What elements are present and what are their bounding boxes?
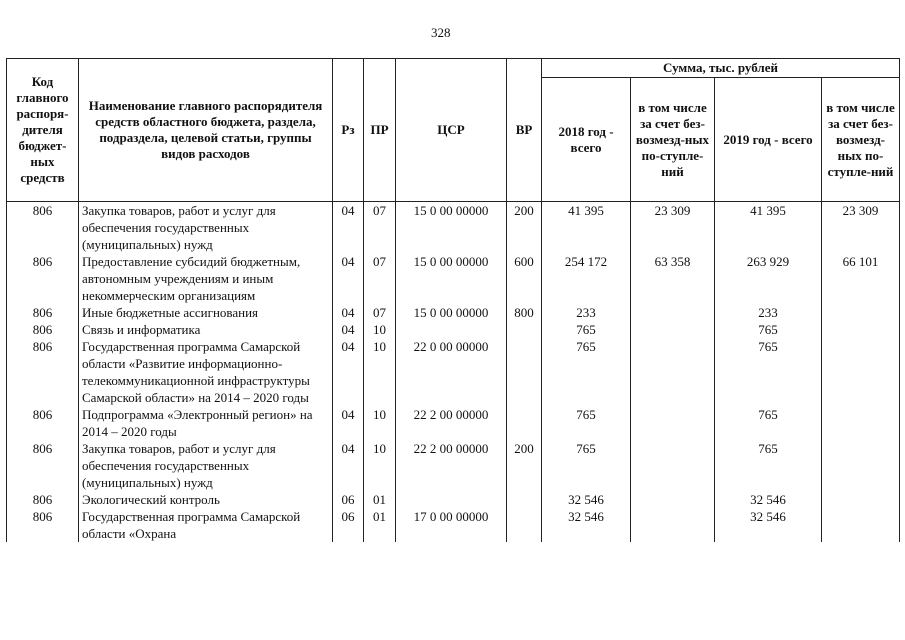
cell-2019-free (822, 508, 900, 542)
cell-rz: 04 (333, 321, 364, 338)
cell-name: Предоставление субсидий бюджетным, автономным учреждениям и иным некоммерческим организациям (79, 253, 333, 304)
cell-2019-free (822, 440, 900, 491)
cell-2019-free (822, 406, 900, 440)
cell-2019-free (822, 304, 900, 321)
cell-name: Закупка товаров, работ и услуг для обеспечения государственных (муниципальных) нужд (79, 202, 333, 254)
cell-pr: 10 (364, 321, 396, 338)
cell-2019-total: 41 395 (715, 202, 822, 254)
cell-2018-total: 765 (542, 440, 631, 491)
table-row (7, 406, 900, 440)
header-name: Наименование главного распорядителя средств областного бюджета, раздела, подраздела, целевой статьи, группы видов расходов (79, 59, 333, 202)
cell-2018-free: 23 309 (631, 202, 715, 254)
cell-2018-total: 32 546 (542, 508, 631, 542)
cell-code: 806 (7, 406, 79, 440)
cell-vr (507, 406, 542, 440)
header-vr: ВР (507, 59, 542, 202)
cell-2018-free (631, 321, 715, 338)
cell-vr: 800 (507, 304, 542, 321)
cell-code: 806 (7, 440, 79, 491)
cell-name: Государственная программа Самарской области «Охрана (79, 508, 333, 542)
cell-2019-total: 765 (715, 440, 822, 491)
table-body (7, 202, 900, 543)
cell-csr (396, 491, 507, 508)
cell-name: Иные бюджетные ассигнования (79, 304, 333, 321)
cell-name: Подпрограмма «Электронный регион» на 2014 – 2020 годы (79, 406, 333, 440)
cell-rz: 04 (333, 406, 364, 440)
cell-2019-free (822, 491, 900, 508)
cell-code: 806 (7, 491, 79, 508)
cell-2018-free (631, 508, 715, 542)
table-row (7, 253, 900, 304)
cell-2018-total: 765 (542, 338, 631, 406)
cell-code: 806 (7, 202, 79, 254)
cell-code: 806 (7, 253, 79, 304)
cell-vr (507, 508, 542, 542)
cell-csr: 22 2 00 00000 (396, 406, 507, 440)
cell-2019-free (822, 338, 900, 406)
cell-rz: 04 (333, 202, 364, 254)
table-row (7, 338, 900, 406)
cell-rz: 04 (333, 440, 364, 491)
cell-code: 806 (7, 338, 79, 406)
cell-2018-total: 32 546 (542, 491, 631, 508)
cell-2018-total: 233 (542, 304, 631, 321)
cell-vr (507, 321, 542, 338)
cell-2018-total: 765 (542, 406, 631, 440)
header-sum: Сумма, тыс. рублей (542, 59, 900, 78)
cell-2019-total: 32 546 (715, 491, 822, 508)
cell-2019-total: 765 (715, 338, 822, 406)
table-row (7, 321, 900, 338)
cell-pr: 07 (364, 304, 396, 321)
cell-csr: 15 0 00 00000 (396, 202, 507, 254)
table-row (7, 491, 900, 508)
cell-rz: 06 (333, 508, 364, 542)
cell-csr (396, 321, 507, 338)
budget-table (6, 58, 900, 542)
cell-name: Связь и информатика (79, 321, 333, 338)
cell-csr: 22 0 00 00000 (396, 338, 507, 406)
cell-rz: 06 (333, 491, 364, 508)
cell-2018-free (631, 338, 715, 406)
cell-pr: 01 (364, 491, 396, 508)
cell-2019-free: 66 101 (822, 253, 900, 304)
cell-2018-free (631, 440, 715, 491)
cell-2018-total: 765 (542, 321, 631, 338)
cell-pr: 01 (364, 508, 396, 542)
header-csr: ЦСР (396, 59, 507, 202)
cell-2018-free (631, 406, 715, 440)
header-2018-total: 2018 год - всего (542, 78, 631, 202)
header-pr: ПР (364, 59, 396, 202)
table-row (7, 440, 900, 491)
cell-vr: 200 (507, 202, 542, 254)
cell-2018-free (631, 491, 715, 508)
cell-2019-total: 765 (715, 406, 822, 440)
cell-2019-total: 765 (715, 321, 822, 338)
cell-csr: 15 0 00 00000 (396, 253, 507, 304)
cell-2018-total: 254 172 (542, 253, 631, 304)
cell-code: 806 (7, 508, 79, 542)
cell-name: Экологический контроль (79, 491, 333, 508)
cell-2018-free (631, 304, 715, 321)
cell-2018-total: 41 395 (542, 202, 631, 254)
header-code: Код главного распоря-дителя бюджет-ных средств (7, 59, 79, 202)
cell-2019-free: 23 309 (822, 202, 900, 254)
cell-vr: 200 (507, 440, 542, 491)
cell-rz: 04 (333, 253, 364, 304)
cell-vr (507, 491, 542, 508)
header-2019-total: 2019 год - всего (715, 78, 822, 202)
header-2018-free: в том числе за счет без-возмезд-ных по-ступле-ний (631, 78, 715, 202)
cell-csr: 22 2 00 00000 (396, 440, 507, 491)
cell-2018-free: 63 358 (631, 253, 715, 304)
table-row (7, 202, 900, 254)
cell-rz: 04 (333, 304, 364, 321)
cell-vr: 600 (507, 253, 542, 304)
table-row (7, 508, 900, 542)
table-row (7, 304, 900, 321)
cell-code: 806 (7, 321, 79, 338)
cell-name: Закупка товаров, работ и услуг для обеспечения государственных (муниципальных) нужд (79, 440, 333, 491)
cell-pr: 07 (364, 202, 396, 254)
cell-name: Государственная программа Самарской области «Развитие информационно-телекоммуникационной инфраструктуры Самарской области» на 2014 – 2020 годы (79, 338, 333, 406)
cell-2019-total: 233 (715, 304, 822, 321)
cell-pr: 10 (364, 406, 396, 440)
cell-csr: 17 0 00 00000 (396, 508, 507, 542)
cell-2019-total: 263 929 (715, 253, 822, 304)
cell-vr (507, 338, 542, 406)
cell-pr: 10 (364, 440, 396, 491)
cell-code: 806 (7, 304, 79, 321)
cell-pr: 10 (364, 338, 396, 406)
cell-2019-total: 32 546 (715, 508, 822, 542)
cell-csr: 15 0 00 00000 (396, 304, 507, 321)
page-number-text: 328 (431, 25, 451, 40)
header-rz: Рз (333, 59, 364, 202)
cell-rz: 04 (333, 338, 364, 406)
header-2019-free: в том числе за счет без-возмезд-ных по-ступле-ний (822, 78, 900, 202)
cell-pr: 07 (364, 253, 396, 304)
cell-2019-free (822, 321, 900, 338)
